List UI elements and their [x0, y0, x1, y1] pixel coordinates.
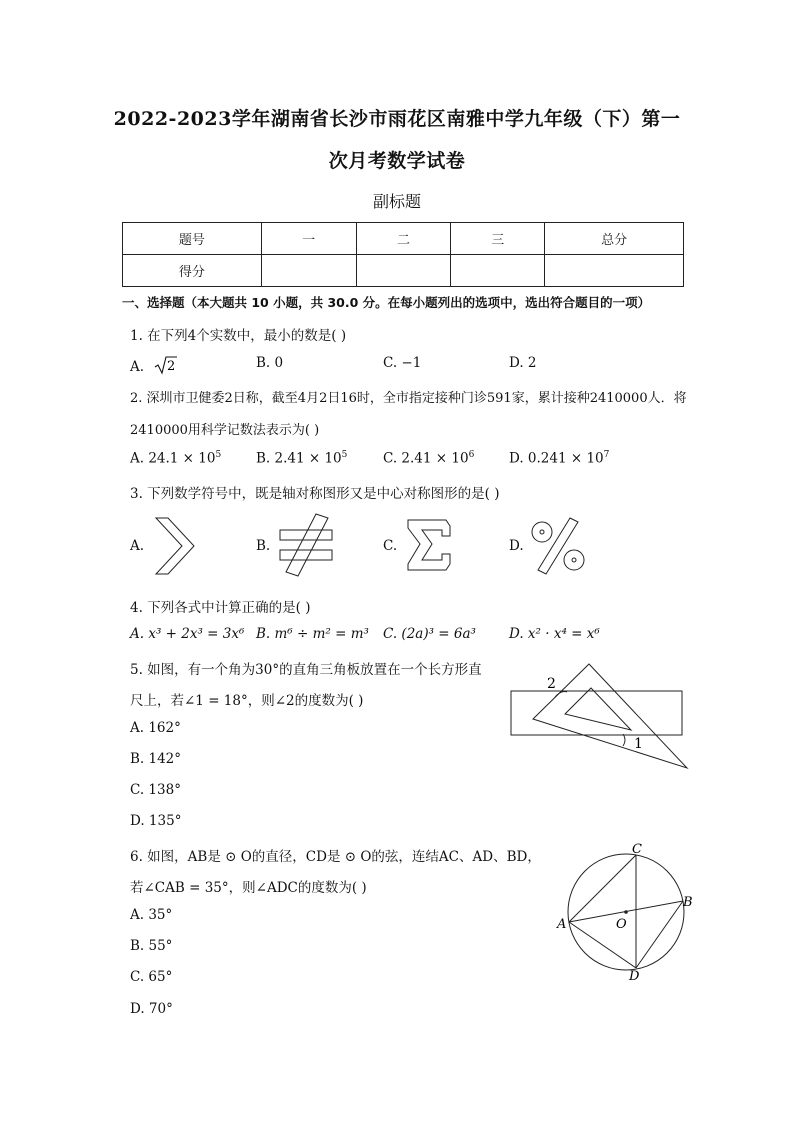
q2-option-c — [383, 450, 474, 467]
score-header-cell: 三 — [451, 223, 545, 255]
q2-d-base: D. 0.241 × 10 — [509, 450, 604, 467]
q2-a-exponent: 5 — [215, 450, 222, 460]
q6-option-b: B. 55° — [130, 938, 173, 954]
segment-bd — [636, 901, 683, 968]
sqrt-expression — [154, 355, 178, 375]
percent-symbol-icon — [528, 514, 588, 576]
q2-d-exponent: 7 — [603, 450, 610, 460]
sqrt-radicand: 2 — [167, 359, 176, 374]
exam-title-line2: 次月考数学试卷 — [328, 150, 466, 172]
question-3-stem: 3. 下列数学符号中，既是轴对称图形又是中心对称图形的是( ) — [130, 486, 500, 502]
sqrt-sign-icon — [154, 355, 178, 375]
not-equal-symbol-icon — [276, 510, 336, 580]
q1-option-a — [130, 355, 178, 375]
ruler-triangle-figure — [505, 658, 695, 774]
q2-option-a — [130, 450, 221, 467]
q2-b-base: B. 2.41 × 10 — [256, 450, 342, 467]
point-c-label: C — [632, 842, 642, 857]
q5-option-b: B. 142° — [130, 751, 182, 767]
q4-option-c: C. (2a)³ = 6a³ — [383, 626, 476, 642]
q5-option-d: D. 135° — [130, 813, 182, 829]
point-b-label: B — [683, 895, 693, 910]
q5-option-a: A. 162° — [130, 720, 181, 736]
score-cell — [451, 255, 545, 287]
q3-option-a-label: A. — [130, 538, 145, 554]
q6-option-d: D. 70° — [130, 1001, 173, 1017]
point-a-label: A — [557, 917, 567, 932]
question-6-stem-line1: 6. 如图，AB是 ⊙ O的直径，CD是 ⊙ O的弦，连结AC、AD、BD， — [130, 849, 541, 865]
score-table — [122, 222, 684, 287]
q3-option-c-label: C. — [383, 538, 398, 554]
q1-option-d: D. 2 — [509, 355, 537, 371]
q2-option-d — [509, 450, 609, 467]
triangle-outer — [533, 664, 687, 768]
score-header-cell: 总分 — [545, 223, 684, 255]
q2-c-exponent: 6 — [468, 450, 475, 460]
exam-subtitle: 副标题 — [372, 192, 421, 211]
q4-option-d: D. x² · x⁴ = x⁶ — [509, 626, 600, 642]
question-4-stem: 4. 下列各式中计算正确的是( ) — [130, 600, 311, 616]
triangle-inner — [565, 688, 631, 730]
question-5-stem-line2: 尺上，若∠1 = 18°，则∠2的度数为( ) — [130, 693, 364, 709]
circle-geometry-figure — [552, 838, 702, 988]
q4-option-a: A. x³ + 2x³ = 3x⁶ — [130, 626, 245, 642]
greater-than-symbol-icon — [150, 514, 200, 578]
q3-option-b-label: B. — [256, 538, 271, 554]
sigma-symbol-icon — [402, 516, 454, 574]
q1-option-c: C. −1 — [383, 355, 422, 371]
option-label: A. — [130, 359, 145, 375]
q2-option-b — [256, 450, 347, 467]
q4-option-b: B. m⁶ ÷ m² = m³ — [256, 626, 369, 642]
question-2-stem-line1: 2. 深圳市卫健委2日称，截至4月2日16时，全市指定接种门诊591家，累计接种2410000人．将 — [130, 391, 687, 406]
score-row-label: 得分 — [123, 255, 262, 287]
score-cell — [261, 255, 356, 287]
q1-option-b: B. 0 — [256, 355, 284, 371]
point-o-label: O — [616, 917, 627, 932]
angle-2-label: 2 — [547, 676, 556, 692]
angle-1-label: 1 — [634, 736, 643, 752]
question-5-stem-line1: 5. 如图，有一个角为30°的直角三角板放置在一个长方形直 — [130, 662, 482, 678]
question-2-stem-line2: 2410000用科学记数法表示为( ) — [130, 423, 320, 438]
point-d-label: D — [629, 969, 640, 984]
q3-option-d-label: D. — [509, 538, 524, 554]
q2-c-base: C. 2.41 × 10 — [383, 450, 469, 467]
q5-option-c: C. 138° — [130, 782, 181, 798]
exam-title-line1: 2022-2023学年湖南省长沙市雨花区南雅中学九年级（下）第一 — [113, 108, 681, 130]
q6-option-a: A. 35° — [130, 907, 173, 923]
q2-a-base: A. 24.1 × 10 — [130, 450, 216, 467]
score-header-cell: 二 — [356, 223, 451, 255]
section-heading: 一、选择题（本大题共 10 小题，共 30.0 分。在每小题列出的选项中，选出符合题目的一项） — [122, 295, 651, 310]
score-cell — [545, 255, 684, 287]
score-header-cell: 题号 — [123, 223, 262, 255]
score-header-cell: 一 — [261, 223, 356, 255]
center-point — [624, 910, 628, 914]
question-6-stem-line2: 若∠CAB = 35°，则∠ADC的度数为( ) — [130, 880, 367, 896]
ruler-rectangle — [511, 691, 682, 735]
question-1-stem: 1. 在下列4个实数中，最小的数是( ) — [130, 328, 347, 344]
q6-option-c: C. 65° — [130, 969, 173, 985]
q2-b-exponent: 5 — [341, 450, 348, 460]
score-cell — [356, 255, 451, 287]
